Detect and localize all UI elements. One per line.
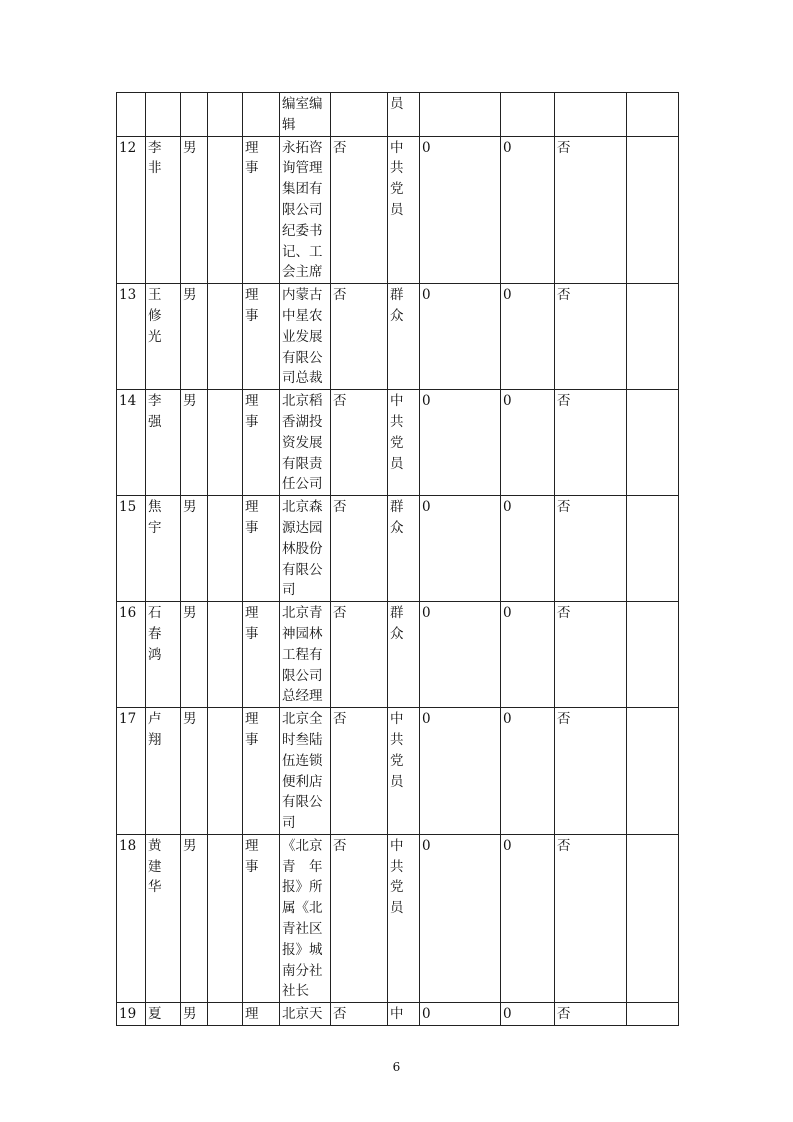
value-cell-text: 0 bbox=[422, 711, 431, 728]
value-cell-text: 0 bbox=[422, 837, 431, 854]
blank-cell bbox=[627, 496, 679, 602]
row-number-text: 19 bbox=[119, 1006, 137, 1023]
member-role-text: 理 事 bbox=[245, 605, 259, 642]
row-number bbox=[117, 284, 146, 390]
value-cell-text: 0 bbox=[503, 837, 512, 854]
flag-cell-text: 否 bbox=[557, 499, 571, 516]
row-number bbox=[117, 136, 146, 284]
blank-cell bbox=[627, 284, 679, 390]
flag-cell bbox=[331, 602, 388, 708]
flag-cell bbox=[555, 496, 627, 602]
member-employer-text: 编室编 辑 bbox=[282, 96, 323, 133]
political-status bbox=[388, 708, 420, 835]
political-status bbox=[388, 390, 420, 496]
value-cell-text: 0 bbox=[503, 605, 512, 622]
flag-cell bbox=[331, 93, 388, 137]
member-gender bbox=[181, 834, 208, 1002]
political-status bbox=[388, 602, 420, 708]
flag-cell-text: 否 bbox=[333, 287, 347, 304]
flag-cell bbox=[555, 284, 627, 390]
political-status bbox=[388, 496, 420, 602]
member-employer bbox=[280, 93, 331, 137]
flag-cell bbox=[555, 834, 627, 1002]
blank-cell bbox=[208, 708, 243, 835]
member-employer bbox=[280, 708, 331, 835]
member-gender-text: 男 bbox=[183, 499, 197, 516]
member-role-text: 理 事 bbox=[245, 393, 259, 430]
political-status bbox=[388, 93, 420, 137]
political-status-text: 员 bbox=[390, 96, 404, 112]
member-employer bbox=[280, 390, 331, 496]
flag-cell bbox=[555, 1003, 627, 1026]
member-employer bbox=[280, 1003, 331, 1026]
flag-cell bbox=[555, 602, 627, 708]
member-employer bbox=[280, 136, 331, 284]
member-employer-text: 北京天 bbox=[282, 1006, 323, 1023]
member-employer-text: 《北京 青 年 报》所 属《北 青社区 报》城 南分社 社长 bbox=[282, 837, 323, 1000]
flag-cell bbox=[331, 284, 388, 390]
flag-cell bbox=[331, 834, 388, 1002]
member-role-text: 理 事 bbox=[245, 499, 259, 536]
flag-cell-text: 否 bbox=[557, 711, 571, 728]
member-gender-text: 男 bbox=[183, 287, 197, 304]
value-cell bbox=[420, 496, 501, 602]
member-gender bbox=[181, 708, 208, 835]
member-employer-text: 内蒙古 中星农 业发展 有限公 司总裁 bbox=[282, 287, 323, 387]
value-cell bbox=[420, 1003, 501, 1026]
row-number-text: 14 bbox=[119, 393, 137, 410]
value-cell bbox=[420, 93, 501, 137]
member-employer-text: 北京稻 香湖投 资发展 有限责 任公司 bbox=[282, 393, 323, 493]
member-name-text: 王 修 光 bbox=[148, 287, 162, 345]
flag-cell bbox=[331, 136, 388, 284]
table-row bbox=[117, 602, 679, 708]
table-row bbox=[117, 708, 679, 835]
member-role bbox=[243, 834, 280, 1002]
blank-cell bbox=[627, 390, 679, 496]
value-cell-text: 0 bbox=[422, 393, 431, 410]
member-gender bbox=[181, 136, 208, 284]
member-gender bbox=[181, 390, 208, 496]
blank-cell bbox=[208, 1003, 243, 1026]
row-number-text: 13 bbox=[119, 287, 137, 304]
row-number-text: 15 bbox=[119, 499, 137, 516]
value-cell bbox=[501, 834, 555, 1002]
flag-cell-text: 否 bbox=[333, 1006, 347, 1023]
member-employer-text: 北京青 神园林 工程有 限公司 总经理 bbox=[282, 605, 323, 705]
member-gender-text: 男 bbox=[183, 1006, 197, 1023]
political-status-text: 中 共 党 员 bbox=[390, 139, 404, 218]
row-number bbox=[117, 708, 146, 835]
member-role bbox=[243, 496, 280, 602]
table-row bbox=[117, 834, 679, 1002]
blank-cell bbox=[208, 390, 243, 496]
member-role-text: 理 事 bbox=[245, 837, 259, 875]
member-name-text: 黄 建 华 bbox=[148, 837, 162, 896]
member-name-text: 石 春 鸿 bbox=[148, 605, 162, 663]
political-status bbox=[388, 834, 420, 1002]
member-name bbox=[146, 284, 181, 390]
flag-cell bbox=[331, 708, 388, 835]
flag-cell bbox=[555, 93, 627, 137]
row-number-text: 16 bbox=[119, 605, 137, 622]
member-name-text: 焦 宇 bbox=[148, 499, 162, 536]
member-employer bbox=[280, 834, 331, 1002]
member-gender-text: 男 bbox=[183, 139, 197, 156]
value-cell-text: 0 bbox=[503, 711, 512, 728]
table-row bbox=[117, 284, 679, 390]
member-employer bbox=[280, 284, 331, 390]
member-gender-text: 男 bbox=[183, 837, 197, 854]
page-number: 6 bbox=[392, 1060, 401, 1074]
value-cell-text: 0 bbox=[503, 139, 512, 156]
member-name-text: 卢 翔 bbox=[148, 711, 162, 748]
value-cell bbox=[420, 602, 501, 708]
row-number bbox=[117, 1003, 146, 1026]
member-role bbox=[243, 284, 280, 390]
value-cell-text: 0 bbox=[503, 287, 512, 304]
political-status-text: 中 bbox=[390, 1006, 404, 1023]
member-gender bbox=[181, 93, 208, 137]
flag-cell-text: 否 bbox=[333, 837, 347, 854]
table-row bbox=[117, 93, 679, 137]
flag-cell bbox=[331, 390, 388, 496]
blank-cell bbox=[208, 284, 243, 390]
member-role-text: 理 事 bbox=[245, 711, 259, 748]
blank-cell bbox=[208, 496, 243, 602]
member-name bbox=[146, 708, 181, 835]
member-role-text: 理 bbox=[245, 1006, 259, 1023]
value-cell bbox=[501, 1003, 555, 1026]
value-cell-text: 0 bbox=[422, 605, 431, 622]
value-cell-text: 0 bbox=[422, 139, 431, 156]
value-cell-text: 0 bbox=[503, 393, 512, 410]
value-cell bbox=[420, 708, 501, 835]
blank-cell bbox=[208, 136, 243, 284]
value-cell bbox=[420, 834, 501, 1002]
political-status-text: 中 共 党 员 bbox=[390, 393, 404, 472]
political-status bbox=[388, 136, 420, 284]
member-gender bbox=[181, 496, 208, 602]
member-role-text: 理 事 bbox=[245, 287, 259, 324]
row-number bbox=[117, 496, 146, 602]
value-cell-text: 0 bbox=[503, 499, 512, 516]
flag-cell-text: 否 bbox=[557, 139, 571, 156]
value-cell-text: 0 bbox=[503, 1006, 512, 1023]
member-gender-text: 男 bbox=[183, 393, 197, 410]
member-role bbox=[243, 1003, 280, 1026]
table-row bbox=[117, 496, 679, 602]
member-name bbox=[146, 93, 181, 137]
flag-cell-text: 否 bbox=[557, 605, 571, 622]
flag-cell bbox=[555, 136, 627, 284]
value-cell bbox=[501, 136, 555, 284]
member-employer bbox=[280, 496, 331, 602]
value-cell bbox=[501, 496, 555, 602]
member-role bbox=[243, 708, 280, 835]
political-status-text: 中 共 党 员 bbox=[390, 711, 404, 790]
flag-cell-text: 否 bbox=[333, 605, 347, 622]
flag-cell-text: 否 bbox=[557, 837, 571, 854]
blank-cell bbox=[627, 136, 679, 284]
row-number-text: 17 bbox=[119, 711, 137, 728]
member-gender bbox=[181, 1003, 208, 1026]
political-status bbox=[388, 284, 420, 390]
blank-cell bbox=[627, 93, 679, 137]
member-employer bbox=[280, 602, 331, 708]
member-name bbox=[146, 390, 181, 496]
member-employer-text: 北京全 时叁陆 伍连锁 便利店 有限公 司 bbox=[282, 711, 323, 832]
flag-cell-text: 否 bbox=[333, 139, 347, 156]
row-number-text: 18 bbox=[119, 837, 137, 854]
member-name bbox=[146, 136, 181, 284]
flag-cell-text: 否 bbox=[557, 393, 571, 410]
blank-cell bbox=[627, 834, 679, 1002]
member-role bbox=[243, 390, 280, 496]
flag-cell-text: 否 bbox=[557, 287, 571, 304]
political-status-text: 群 众 bbox=[390, 605, 404, 642]
flag-cell-text: 否 bbox=[333, 393, 347, 410]
member-name bbox=[146, 834, 181, 1002]
member-table bbox=[116, 92, 679, 1026]
value-cell-text: 0 bbox=[422, 287, 431, 304]
row-number bbox=[117, 390, 146, 496]
political-status-text: 中 共 党 员 bbox=[390, 837, 404, 917]
value-cell-text: 0 bbox=[422, 1006, 431, 1023]
member-employer-text: 永拓咨 询管理 集团有 限公司 纪委书 记、工 会主席 bbox=[282, 139, 323, 281]
member-gender bbox=[181, 602, 208, 708]
member-gender-text: 男 bbox=[183, 605, 197, 622]
member-name-text: 李 强 bbox=[148, 393, 162, 430]
table-row bbox=[117, 390, 679, 496]
blank-cell bbox=[208, 834, 243, 1002]
value-cell bbox=[420, 136, 501, 284]
table-row bbox=[117, 1003, 679, 1026]
value-cell bbox=[420, 284, 501, 390]
value-cell bbox=[501, 93, 555, 137]
blank-cell bbox=[208, 602, 243, 708]
political-status-text: 群 众 bbox=[390, 499, 404, 536]
member-name-text: 夏 bbox=[148, 1006, 162, 1023]
political-status bbox=[388, 1003, 420, 1026]
political-status-text: 群 众 bbox=[390, 287, 404, 324]
flag-cell-text: 否 bbox=[557, 1006, 571, 1023]
row-number-text: 12 bbox=[119, 139, 137, 156]
member-name bbox=[146, 602, 181, 708]
member-role bbox=[243, 602, 280, 708]
table-row bbox=[117, 136, 679, 284]
member-role-text: 理 事 bbox=[245, 139, 259, 177]
blank-cell bbox=[208, 93, 243, 137]
flag-cell-text: 否 bbox=[333, 711, 347, 728]
member-role bbox=[243, 93, 280, 137]
row-number bbox=[117, 834, 146, 1002]
value-cell bbox=[501, 284, 555, 390]
blank-cell bbox=[627, 708, 679, 835]
value-cell bbox=[420, 390, 501, 496]
member-role bbox=[243, 136, 280, 284]
flag-cell bbox=[331, 1003, 388, 1026]
member-name bbox=[146, 1003, 181, 1026]
member-name bbox=[146, 496, 181, 602]
row-number bbox=[117, 93, 146, 137]
value-cell bbox=[501, 602, 555, 708]
value-cell bbox=[501, 708, 555, 835]
flag-cell bbox=[555, 390, 627, 496]
blank-cell bbox=[627, 602, 679, 708]
blank-cell bbox=[627, 1003, 679, 1026]
member-employer-text: 北京森 源达园 林股份 有限公 司 bbox=[282, 499, 323, 599]
value-cell-text: 0 bbox=[422, 499, 431, 516]
row-number bbox=[117, 602, 146, 708]
member-gender bbox=[181, 284, 208, 390]
flag-cell bbox=[555, 708, 627, 835]
value-cell bbox=[501, 390, 555, 496]
member-gender-text: 男 bbox=[183, 711, 197, 728]
member-name-text: 李 非 bbox=[148, 139, 162, 177]
flag-cell-text: 否 bbox=[333, 499, 347, 516]
flag-cell bbox=[331, 496, 388, 602]
